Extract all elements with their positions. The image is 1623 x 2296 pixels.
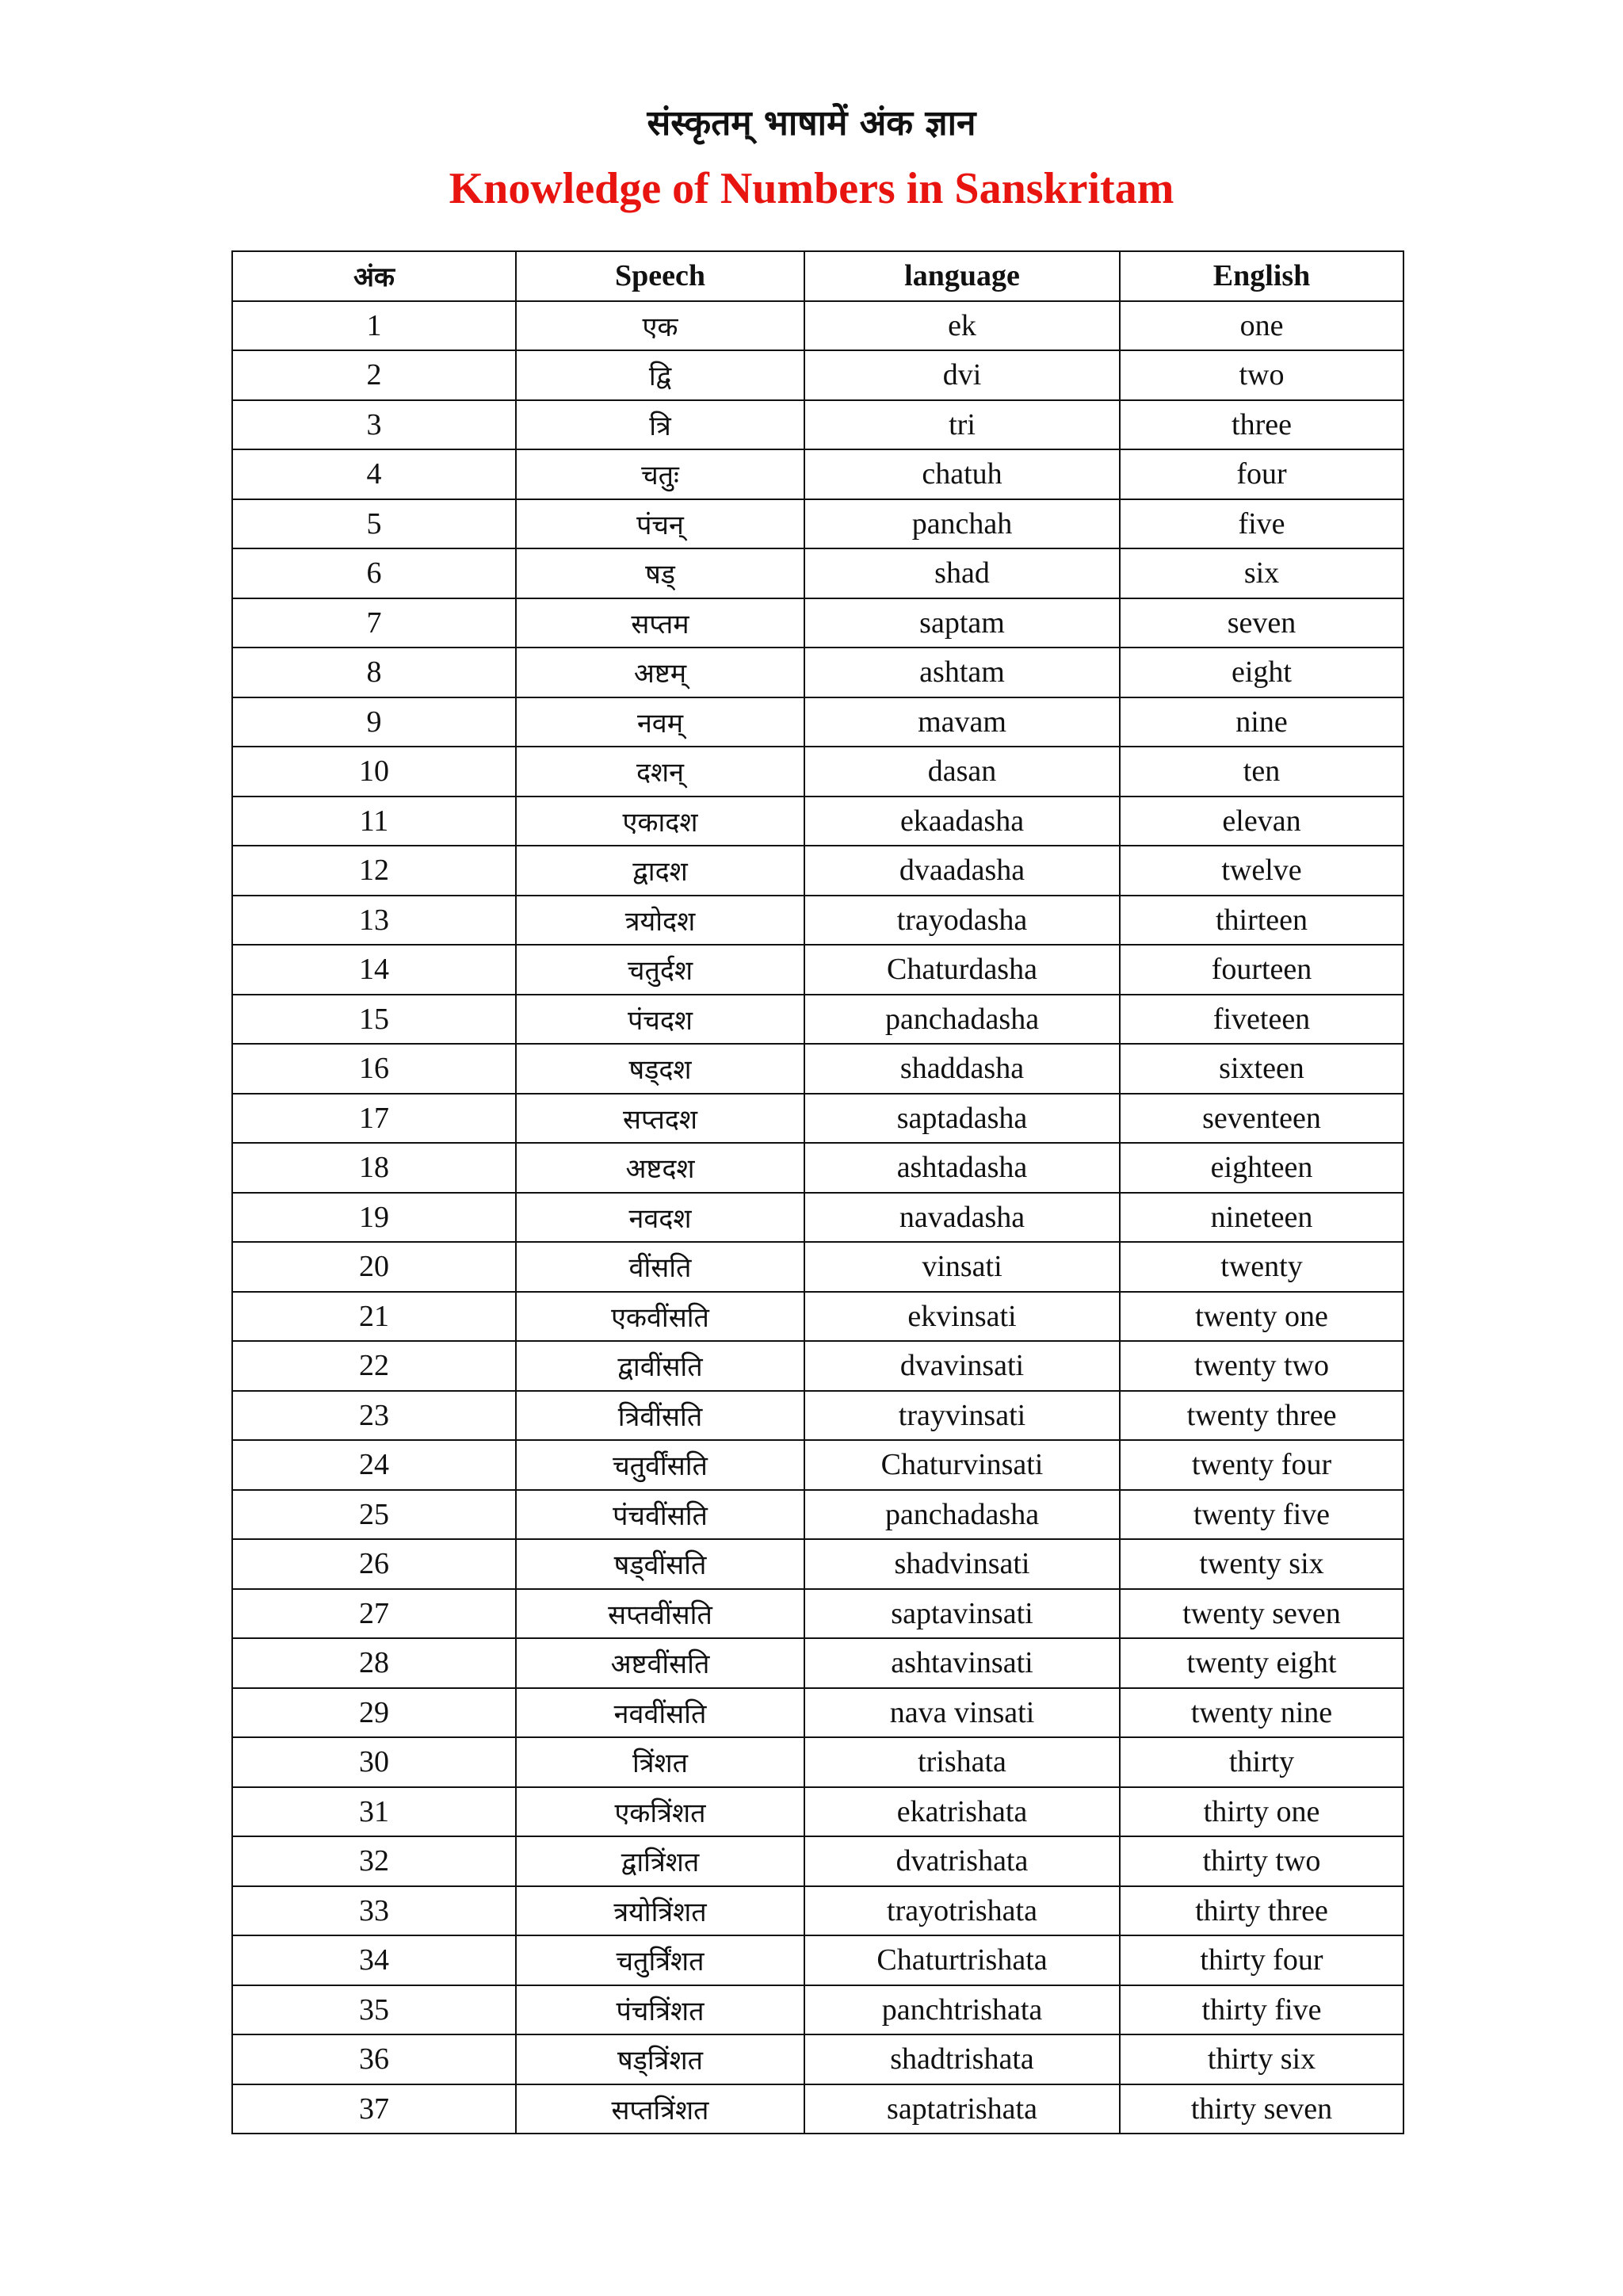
table-row — [232, 1440, 1403, 1490]
transliteration-cell: dvatrishata — [804, 1836, 1120, 1886]
table-row — [232, 1143, 1403, 1193]
transliteration-cell: trayotrishata — [804, 1886, 1120, 1936]
table-row — [232, 1638, 1403, 1688]
number-cell: 36 — [232, 2034, 516, 2084]
page-title-hindi: संस्कृतम् भाषामें अंक ज्ञान — [647, 103, 976, 143]
table-row — [232, 449, 1403, 499]
transliteration-cell: trayvinsati — [804, 1391, 1120, 1441]
english-cell: seventeen — [1120, 1094, 1403, 1144]
number-cell: 2 — [232, 350, 516, 400]
sanskrit-cell: द्वावींसति — [516, 1341, 804, 1391]
english-cell: fiveteen — [1120, 995, 1403, 1045]
transliteration-cell: vinsati — [804, 1242, 1120, 1292]
table-row — [232, 2084, 1403, 2134]
sanskrit-cell: द्वादश — [516, 846, 804, 896]
number-cell: 10 — [232, 747, 516, 797]
sanskrit-cell: वींसति — [516, 1242, 804, 1292]
transliteration-cell: dvaadasha — [804, 846, 1120, 896]
sanskrit-cell: नववींसति — [516, 1688, 804, 1738]
transliteration-cell: mavam — [804, 697, 1120, 747]
english-cell: seven — [1120, 598, 1403, 648]
transliteration-cell: Chaturdasha — [804, 945, 1120, 995]
english-cell: thirty four — [1120, 1935, 1403, 1985]
number-cell: 6 — [232, 548, 516, 598]
sanskrit-cell: एकत्रिंशत — [516, 1787, 804, 1837]
english-cell: fourteen — [1120, 945, 1403, 995]
table-row — [232, 1985, 1403, 2035]
table-row — [232, 1935, 1403, 1985]
number-cell: 27 — [232, 1589, 516, 1639]
sanskrit-cell: पंचत्रिंशत — [516, 1985, 804, 2035]
sanskrit-cell: दशन् — [516, 747, 804, 797]
english-cell: thirty five — [1120, 1985, 1403, 2035]
number-cell: 16 — [232, 1044, 516, 1094]
transliteration-cell: ashtadasha — [804, 1143, 1120, 1193]
number-cell: 17 — [232, 1094, 516, 1144]
sanskrit-cell: अष्टवींसति — [516, 1638, 804, 1688]
sanskrit-cell: सप्तत्रिंशत — [516, 2084, 804, 2134]
sanskrit-cell: षड्त्रिंशत — [516, 2034, 804, 2084]
number-cell: 20 — [232, 1242, 516, 1292]
english-cell: sixteen — [1120, 1044, 1403, 1094]
transliteration-cell: navadasha — [804, 1193, 1120, 1243]
english-cell: twenty four — [1120, 1440, 1403, 1490]
transliteration-cell: ek — [804, 301, 1120, 351]
column-header-anka: अंक — [232, 251, 516, 301]
number-cell: 26 — [232, 1539, 516, 1589]
transliteration-cell: ashtavinsati — [804, 1638, 1120, 1688]
sanskrit-cell: अष्टदश — [516, 1143, 804, 1193]
table-body — [232, 301, 1403, 2134]
sanskrit-cell: त्रिवींसति — [516, 1391, 804, 1441]
table-row — [232, 1886, 1403, 1936]
page-title-english: Knowledge of Numbers in Sanskritam — [449, 164, 1174, 213]
sanskrit-cell: चतुर्वींसति — [516, 1440, 804, 1490]
sanskrit-cell: सप्तदश — [516, 1094, 804, 1144]
number-cell: 35 — [232, 1985, 516, 2035]
table-row — [232, 1094, 1403, 1144]
number-cell: 4 — [232, 449, 516, 499]
english-cell: twenty five — [1120, 1490, 1403, 1540]
sanskrit-cell: सप्तवींसति — [516, 1589, 804, 1639]
sanskrit-cell: पंचन् — [516, 499, 804, 549]
sanskrit-cell: नवदश — [516, 1193, 804, 1243]
column-header-language: language — [804, 251, 1120, 301]
column-header-english: English — [1120, 251, 1403, 301]
sanskrit-cell: त्रयोत्रिंशत — [516, 1886, 804, 1936]
number-cell: 21 — [232, 1292, 516, 1342]
table-row — [232, 1292, 1403, 1342]
table-row — [232, 301, 1403, 351]
number-cell: 15 — [232, 995, 516, 1045]
english-cell: thirty six — [1120, 2034, 1403, 2084]
english-cell: elevan — [1120, 797, 1403, 846]
table-row — [232, 846, 1403, 896]
transliteration-cell: ekatrishata — [804, 1787, 1120, 1837]
english-cell: four — [1120, 449, 1403, 499]
number-cell: 1 — [232, 301, 516, 351]
table-row — [232, 697, 1403, 747]
number-cell: 33 — [232, 1886, 516, 1936]
sanskrit-cell: षड् — [516, 548, 804, 598]
english-cell: two — [1120, 350, 1403, 400]
table-row — [232, 350, 1403, 400]
english-cell: thirty three — [1120, 1886, 1403, 1936]
english-cell: twenty six — [1120, 1539, 1403, 1589]
english-cell: nine — [1120, 697, 1403, 747]
number-cell: 7 — [232, 598, 516, 648]
table-row — [232, 945, 1403, 995]
english-cell: eight — [1120, 648, 1403, 697]
transliteration-cell: chatuh — [804, 449, 1120, 499]
table-row — [232, 1242, 1403, 1292]
sanskrit-cell: त्रिंशत — [516, 1737, 804, 1787]
column-header-speech: Speech — [516, 251, 804, 301]
table-row — [232, 598, 1403, 648]
sanskrit-cell: अष्टम् — [516, 648, 804, 697]
number-cell: 8 — [232, 648, 516, 697]
english-cell: twenty two — [1120, 1341, 1403, 1391]
transliteration-cell: panchadasha — [804, 1490, 1120, 1540]
english-cell: ten — [1120, 747, 1403, 797]
number-cell: 11 — [232, 797, 516, 846]
transliteration-cell: dvavinsati — [804, 1341, 1120, 1391]
number-cell: 24 — [232, 1440, 516, 1490]
sanskrit-cell: त्रि — [516, 400, 804, 450]
transliteration-cell: shadtrishata — [804, 2034, 1120, 2084]
table-row — [232, 995, 1403, 1045]
number-cell: 29 — [232, 1688, 516, 1738]
transliteration-cell: shadvinsati — [804, 1539, 1120, 1589]
table-row — [232, 1737, 1403, 1787]
table-row — [232, 400, 1403, 450]
table-row — [232, 499, 1403, 549]
english-cell: twenty three — [1120, 1391, 1403, 1441]
sanskrit-cell: चतुर्दश — [516, 945, 804, 995]
transliteration-cell: trayodasha — [804, 896, 1120, 946]
english-cell: thirty — [1120, 1737, 1403, 1787]
english-cell: twenty eight — [1120, 1638, 1403, 1688]
number-cell: 30 — [232, 1737, 516, 1787]
english-cell: twenty — [1120, 1242, 1403, 1292]
transliteration-cell: panchadasha — [804, 995, 1120, 1045]
table-row — [232, 1391, 1403, 1441]
number-cell: 32 — [232, 1836, 516, 1886]
numbers-table — [231, 250, 1404, 2134]
transliteration-cell: shad — [804, 548, 1120, 598]
english-cell: six — [1120, 548, 1403, 598]
transliteration-cell: panchtrishata — [804, 1985, 1120, 2035]
transliteration-cell: dasan — [804, 747, 1120, 797]
table-row — [232, 1044, 1403, 1094]
number-cell: 34 — [232, 1935, 516, 1985]
table-row — [232, 1688, 1403, 1738]
table-header — [232, 251, 1403, 301]
table-row — [232, 1193, 1403, 1243]
sanskrit-cell: द्वात्रिंशत — [516, 1836, 804, 1886]
number-cell: 19 — [232, 1193, 516, 1243]
number-cell: 18 — [232, 1143, 516, 1193]
english-cell: thirty one — [1120, 1787, 1403, 1837]
transliteration-cell: Chaturtrishata — [804, 1935, 1120, 1985]
table-row — [232, 1589, 1403, 1639]
number-cell: 25 — [232, 1490, 516, 1540]
sanskrit-cell: षड्वींसति — [516, 1539, 804, 1589]
table-row — [232, 2034, 1403, 2084]
sanskrit-cell: द्वि — [516, 350, 804, 400]
english-cell: thirty seven — [1120, 2084, 1403, 2134]
transliteration-cell: saptatrishata — [804, 2084, 1120, 2134]
number-cell: 31 — [232, 1787, 516, 1837]
table-row — [232, 1787, 1403, 1837]
number-cell: 37 — [232, 2084, 516, 2134]
english-cell: twenty nine — [1120, 1688, 1403, 1738]
table-row — [232, 896, 1403, 946]
english-cell: five — [1120, 499, 1403, 549]
number-cell: 9 — [232, 697, 516, 747]
english-cell: twenty seven — [1120, 1589, 1403, 1639]
number-cell: 5 — [232, 499, 516, 549]
table-row — [232, 1490, 1403, 1540]
transliteration-cell: tri — [804, 400, 1120, 450]
table-row — [232, 797, 1403, 846]
table-row — [232, 1539, 1403, 1589]
number-cell: 14 — [232, 945, 516, 995]
english-cell: one — [1120, 301, 1403, 351]
table-row — [232, 1341, 1403, 1391]
transliteration-cell: ashtam — [804, 648, 1120, 697]
number-cell: 23 — [232, 1391, 516, 1441]
sanskrit-cell: चतुर्त्रिंशत — [516, 1935, 804, 1985]
transliteration-cell: ekaadasha — [804, 797, 1120, 846]
table-row — [232, 1836, 1403, 1886]
transliteration-cell: saptam — [804, 598, 1120, 648]
transliteration-cell: panchah — [804, 499, 1120, 549]
transliteration-cell: shaddasha — [804, 1044, 1120, 1094]
english-cell: twenty one — [1120, 1292, 1403, 1342]
number-cell: 12 — [232, 846, 516, 896]
english-cell: three — [1120, 400, 1403, 450]
sanskrit-cell: पंचदश — [516, 995, 804, 1045]
sanskrit-cell: नवम् — [516, 697, 804, 747]
table-row — [232, 648, 1403, 697]
english-cell: nineteen — [1120, 1193, 1403, 1243]
english-cell: thirteen — [1120, 896, 1403, 946]
table-row — [232, 747, 1403, 797]
header-row — [232, 251, 1403, 301]
number-cell: 13 — [232, 896, 516, 946]
sanskrit-cell: एकादश — [516, 797, 804, 846]
sanskrit-cell: एकवींसति — [516, 1292, 804, 1342]
number-cell: 3 — [232, 400, 516, 450]
transliteration-cell: trishata — [804, 1737, 1120, 1787]
sanskrit-cell: त्रयोदश — [516, 896, 804, 946]
sanskrit-cell: षड्दश — [516, 1044, 804, 1094]
english-cell: twelve — [1120, 846, 1403, 896]
english-cell: eighteen — [1120, 1143, 1403, 1193]
table-row — [232, 548, 1403, 598]
transliteration-cell: saptadasha — [804, 1094, 1120, 1144]
transliteration-cell: Chaturvinsati — [804, 1440, 1120, 1490]
transliteration-cell: nava vinsati — [804, 1688, 1120, 1738]
english-cell: thirty two — [1120, 1836, 1403, 1886]
number-cell: 22 — [232, 1341, 516, 1391]
sanskrit-cell: एक — [516, 301, 804, 351]
sanskrit-cell: चतुः — [516, 449, 804, 499]
transliteration-cell: ekvinsati — [804, 1292, 1120, 1342]
sanskrit-cell: पंचवींसति — [516, 1490, 804, 1540]
transliteration-cell: saptavinsati — [804, 1589, 1120, 1639]
sanskrit-cell: सप्तम — [516, 598, 804, 648]
number-cell: 28 — [232, 1638, 516, 1688]
transliteration-cell: dvi — [804, 350, 1120, 400]
